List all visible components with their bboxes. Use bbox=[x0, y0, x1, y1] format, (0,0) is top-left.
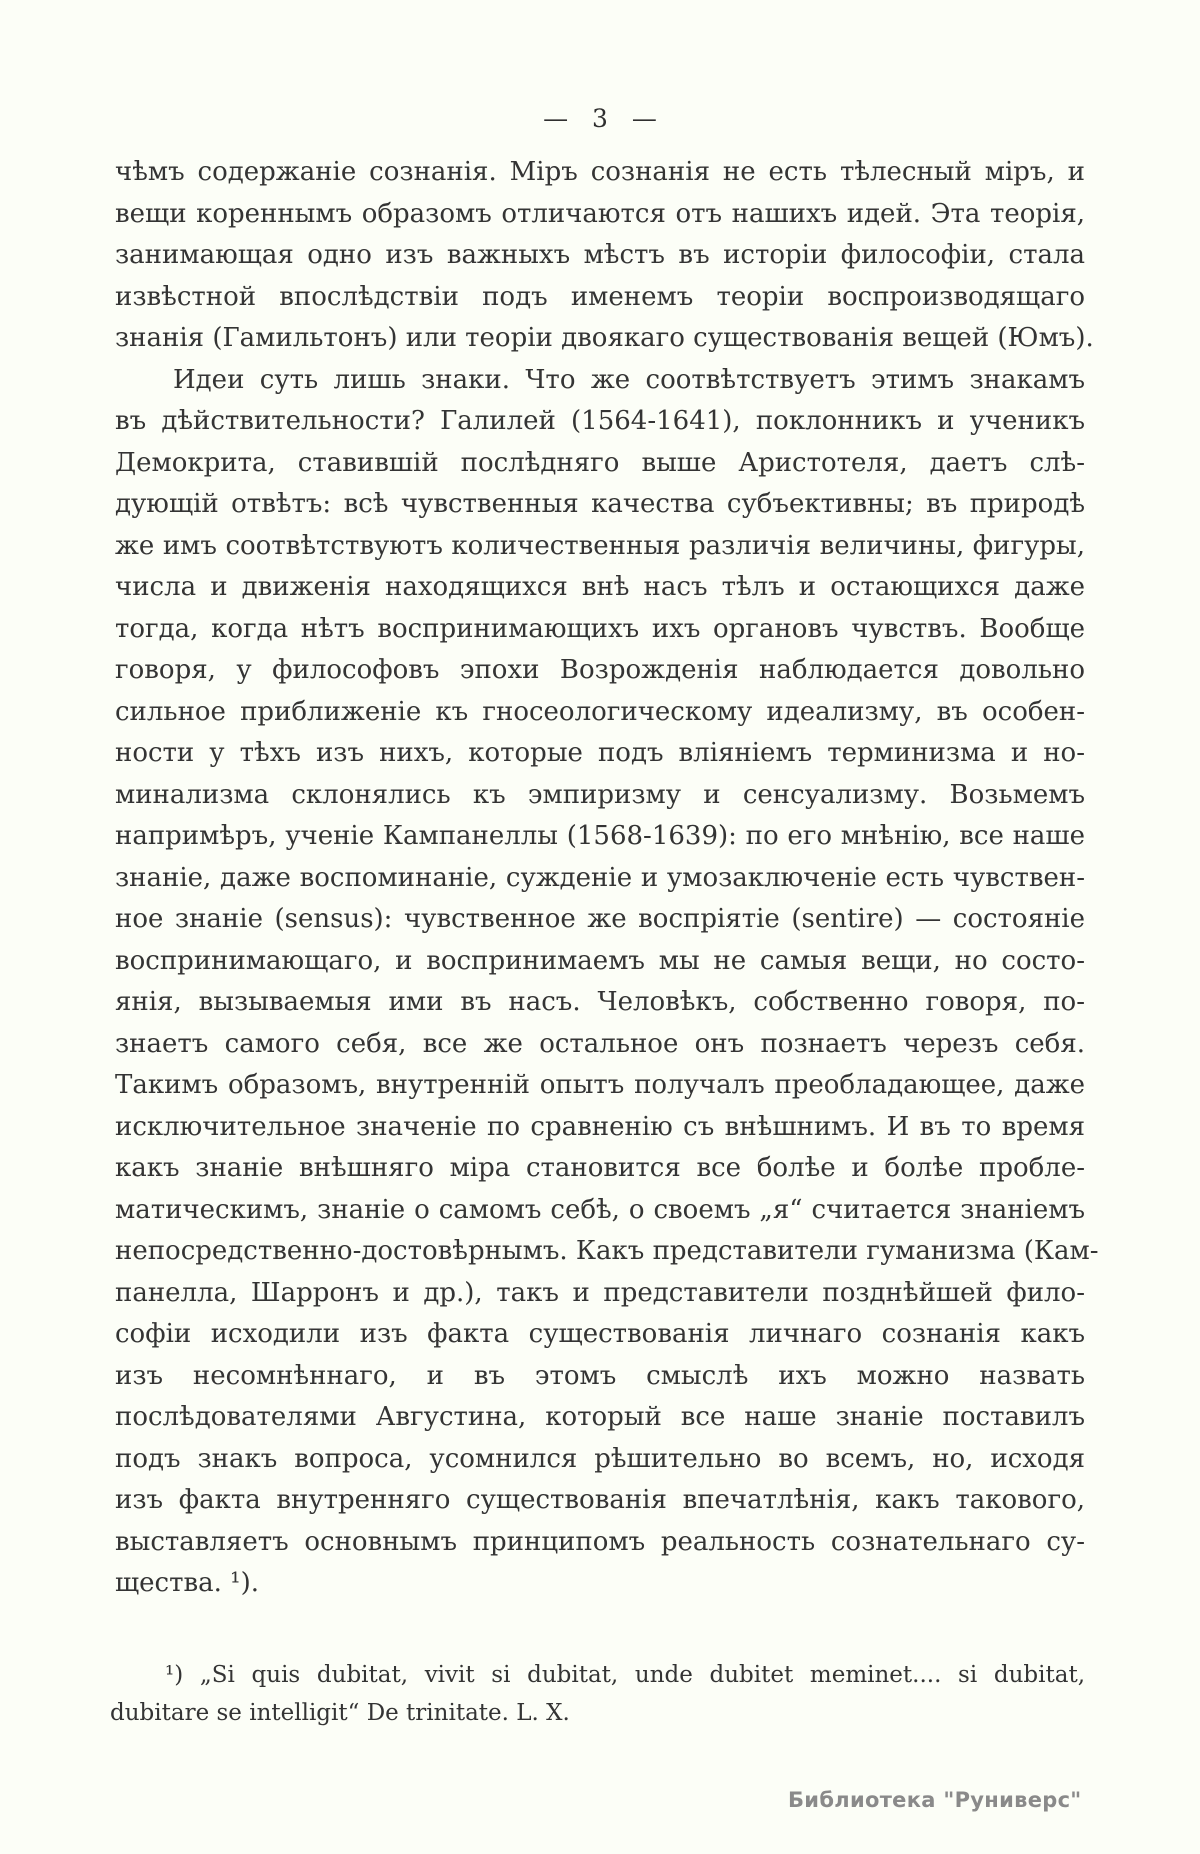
text-line: софіи исходили изъ факта существованія личнаго сознанія какъ bbox=[115, 1319, 1085, 1349]
text-line: извѣстной впослѣдствіи подъ именемъ теоріи воспроизводящаго bbox=[115, 281, 1085, 312]
body-text bbox=[115, 152, 1099, 1605]
footnote-line: ¹) „Si quis dubitat, vivit si dubitat, unde dubitet meminet.... si dubitat, bbox=[165, 1662, 1085, 1688]
text-line: ности у тѣхъ изъ нихъ, которые подъ вліяніемъ терминизма и но- bbox=[115, 738, 1085, 768]
text-line: знаніе, даже воспоминаніе, сужденіе и умозаключеніе есть чувствен- bbox=[115, 862, 1085, 893]
text-line: янія, вызываемыя ими въ насъ. Человѣкъ, собственно говоря, по- bbox=[115, 987, 1085, 1017]
text-line: же имъ соотвѣтствуютъ количественныя различія величины, фигуры, bbox=[115, 530, 1085, 561]
text-line: исключительное значеніе по сравненію съ внѣшнимъ. И въ то время bbox=[115, 1111, 1085, 1142]
text-line: матическимъ, знаніе о самомъ себѣ, о своемъ „я“ считается знаніемъ bbox=[115, 1194, 1085, 1225]
text-line: Демокрита, ставившій послѣдняго выше Аристотеля, даетъ слѣ- bbox=[115, 447, 1085, 478]
library-watermark: Библиотека "Руниверс" bbox=[788, 1788, 1082, 1812]
text-line: Такимъ образомъ, внутренній опытъ получалъ преобладающее, даже bbox=[115, 1070, 1085, 1100]
text-line: дующій отвѣтъ: всѣ чувственныя качества субъективны; въ природѣ bbox=[115, 489, 1085, 519]
text-line: выставляетъ основнымъ принципомъ реальность сознательнаго су- bbox=[115, 1526, 1085, 1557]
text-line: вещи кореннымъ образомъ отличаются отъ нашихъ идей. Эта теорія, bbox=[115, 198, 1085, 229]
text-line: въ дѣйствительности? Галилей (1564-1641), поклонникъ и ученикъ bbox=[115, 406, 1085, 436]
text-line: Идеи суть лишь знаки. Что же соотвѣтствуетъ этимъ знакамъ bbox=[173, 364, 1085, 395]
text-line: говоря, у философовъ эпохи Возрожденія наблюдается довольно bbox=[115, 655, 1085, 685]
text-line: непосредственно-достовѣрнымъ. Какъ представители гуманизма (Кам- bbox=[115, 1236, 1099, 1266]
text-line: тогда, когда нѣтъ воспринимающихъ ихъ органовъ чувствъ. Вообще bbox=[115, 613, 1085, 644]
text-line: послѣдователями Августина, который все наше знаніе поставилъ bbox=[115, 1402, 1085, 1432]
text-line: сильное приближеніе къ гносеологическому идеализму, въ особен- bbox=[115, 696, 1085, 727]
text-line: ное знаніе (sensus): чувственное же воспріятіе (sentire) — состояніе bbox=[115, 904, 1085, 934]
text-line: напримѣръ, ученіе Кампанеллы (1568-1639): по его мнѣнію, все наше bbox=[115, 821, 1085, 851]
text-line: подъ знакъ вопроса, усомнился рѣшительно во всемъ, но, исходя bbox=[115, 1443, 1085, 1474]
text-line: занимающая одно изъ важныхъ мѣстъ въ исторіи философіи, стала bbox=[115, 240, 1085, 270]
text-line: знанія (Гамильтонъ) или теоріи двоякаго существованія вещей (Юмъ). bbox=[115, 323, 1094, 353]
footnote-line: dubitare se intelligit“ De trinitate. L. X. bbox=[110, 1700, 570, 1726]
text-line: минализма склонялись къ эмпиризму и сенсуализму. Возьмемъ bbox=[115, 779, 1085, 810]
text-line: знаетъ самого себя, все же остальное онъ познаетъ черезъ себя. bbox=[115, 1028, 1085, 1059]
page-number: — 3 — bbox=[543, 104, 657, 133]
text-line: изъ факта внутренняго существованія впечатлѣнія, какъ такового, bbox=[115, 1485, 1085, 1515]
footnote bbox=[110, 1656, 1085, 1732]
text-line: изъ несомнѣннаго, и въ этомъ смыслѣ ихъ можно назвать bbox=[115, 1360, 1085, 1391]
text-line: числа и движенія находящихся внѣ насъ тѣлъ и остающихся даже bbox=[115, 572, 1085, 602]
text-line: щества. ¹). bbox=[115, 1568, 260, 1598]
text-line: панелла, Шарронъ и др.), такъ и представители позднѣйшей фило- bbox=[115, 1277, 1085, 1308]
text-line: чѣмъ содержаніе сознанія. Міръ сознанія не есть тѣлесный міръ, и bbox=[115, 157, 1085, 187]
text-line: воспринимающаго, и воспринимаемъ мы не самыя вещи, но состо- bbox=[115, 945, 1085, 976]
text-line: какъ знаніе внѣшняго міра становится все болѣе и болѣе пробле- bbox=[115, 1153, 1085, 1183]
